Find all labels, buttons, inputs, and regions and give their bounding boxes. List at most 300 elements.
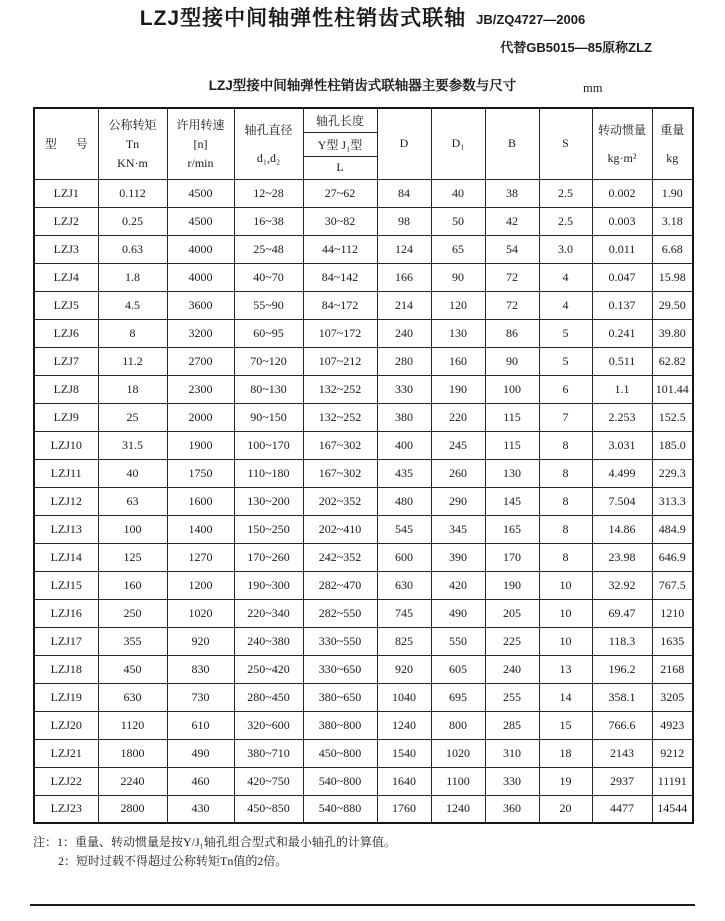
table-cell: 4500	[167, 207, 234, 235]
table-cell: 2143	[592, 739, 652, 767]
col-header-speed-unit: r/min	[187, 155, 214, 170]
table-cell: 10	[539, 599, 592, 627]
table-cell: 1635	[652, 627, 693, 655]
table-row	[34, 571, 693, 599]
table-cell: 450~850	[234, 795, 303, 823]
table-cell: 1.1	[592, 375, 652, 403]
table-cell: LZJ17	[34, 627, 98, 655]
table-cell: 420~750	[234, 767, 303, 795]
table-cell: 4923	[652, 711, 693, 739]
table-cell: 4000	[167, 263, 234, 291]
table-cell: 29.50	[652, 291, 693, 319]
table-cell: 80~130	[234, 375, 303, 403]
table-cell: 98	[377, 207, 431, 235]
table-cell: 15	[539, 711, 592, 739]
table-cell: 220~340	[234, 599, 303, 627]
table-cell: 646.9	[652, 543, 693, 571]
table-row	[34, 683, 693, 711]
table-cell: 380~650	[303, 683, 377, 711]
table-cell: 9212	[652, 739, 693, 767]
parameters-table	[33, 107, 694, 824]
table-cell: 130~200	[234, 487, 303, 515]
table-cell: 1.90	[652, 179, 693, 207]
table-row	[34, 515, 693, 543]
table-cell: 1.8	[98, 263, 167, 291]
table-cell: 50	[431, 207, 485, 235]
table-cell: 695	[431, 683, 485, 711]
table-row	[34, 487, 693, 515]
table-cell: 145	[485, 487, 539, 515]
table-cell: 18	[539, 739, 592, 767]
table-cell: 101.44	[652, 375, 693, 403]
table-cell: 260	[431, 459, 485, 487]
table-cell: 84~172	[303, 291, 377, 319]
table-cell: LZJ13	[34, 515, 98, 543]
table-cell: LZJ19	[34, 683, 98, 711]
table-cell: 545	[377, 515, 431, 543]
table-cell: 1040	[377, 683, 431, 711]
table-cell: 70~120	[234, 347, 303, 375]
col-header-inertia-label: 转动惯量	[597, 122, 646, 137]
table-row	[34, 795, 693, 823]
table-cell: 0.241	[592, 319, 652, 347]
table-cell: 202~352	[303, 487, 377, 515]
table-cell: 600	[377, 543, 431, 571]
table-cell: 202~410	[303, 515, 377, 543]
col-header-torque-lines	[100, 113, 166, 175]
table-cell: 3200	[167, 319, 234, 347]
table-cell: 13	[539, 655, 592, 683]
table-cell: 484.9	[652, 515, 693, 543]
table-cell: 170	[485, 543, 539, 571]
table-cell: 2.5	[539, 207, 592, 235]
table-cell: 490	[167, 739, 234, 767]
table-cell: 1240	[431, 795, 485, 823]
table-cell: 1200	[167, 571, 234, 599]
col-header-weight	[652, 108, 693, 179]
table-cell: 160	[98, 571, 167, 599]
table-cell: 190	[485, 571, 539, 599]
table-cell: 0.137	[592, 291, 652, 319]
table-cell: 20	[539, 795, 592, 823]
table-row	[34, 543, 693, 571]
col-header-torque-symbol: Tn	[125, 136, 140, 151]
bottom-rule	[30, 904, 695, 906]
table-cell: 1900	[167, 431, 234, 459]
table-cell: 130	[431, 319, 485, 347]
table-cell: 280	[377, 347, 431, 375]
table-cell: 69.47	[592, 599, 652, 627]
table-cell: 185.0	[652, 431, 693, 459]
table-cell: LZJ10	[34, 431, 98, 459]
table-cell: 3600	[167, 291, 234, 319]
table-cell: 400	[377, 431, 431, 459]
table-cell: 460	[167, 767, 234, 795]
table-cell: 255	[485, 683, 539, 711]
col-header-bore-length: 轴孔长度	[303, 108, 377, 132]
col-header-torque-unit: KN·m	[117, 155, 148, 170]
page-title: LZJ型接中间轴弹性柱销齿式联轴	[139, 7, 467, 30]
table-cell: 0.047	[592, 263, 652, 291]
table-cell: 240	[377, 319, 431, 347]
col-header-torque	[98, 108, 167, 179]
table-cell: 190	[431, 375, 485, 403]
table-cell: 380~710	[234, 739, 303, 767]
table-cell: 380	[377, 403, 431, 431]
table-cell: 1540	[377, 739, 431, 767]
table-cell: LZJ20	[34, 711, 98, 739]
table-cell: 420	[431, 571, 485, 599]
table-cell: 1400	[167, 515, 234, 543]
col-header-weight-unit: kg	[666, 150, 679, 165]
table-row	[34, 235, 693, 263]
table-cell: 285	[485, 711, 539, 739]
table-cell: LZJ5	[34, 291, 98, 319]
table-cell: LZJ4	[34, 263, 98, 291]
table-body	[34, 179, 693, 823]
table-cell: 72	[485, 291, 539, 319]
table-caption-row	[0, 77, 725, 95]
table-row	[34, 655, 693, 683]
table-cell: 0.63	[98, 235, 167, 263]
table-cell: 107~172	[303, 319, 377, 347]
table-cell: 55~90	[234, 291, 303, 319]
table-cell: 124	[377, 235, 431, 263]
table-cell: LZJ2	[34, 207, 98, 235]
table-cell: 920	[377, 655, 431, 683]
table-cell: 84~142	[303, 263, 377, 291]
table-cell: 1600	[167, 487, 234, 515]
table-cell: 8	[539, 459, 592, 487]
col-header-model: 型 号	[34, 108, 98, 179]
table-cell: 280~450	[234, 683, 303, 711]
table-cell: 610	[167, 711, 234, 739]
table-cell: 30~82	[303, 207, 377, 235]
table-cell: LZJ15	[34, 571, 98, 599]
table-cell: 54	[485, 235, 539, 263]
col-header-inertia	[592, 108, 652, 179]
col-header-inertia-lines	[594, 115, 651, 173]
table-cell: 730	[167, 683, 234, 711]
table-cell: 39.80	[652, 319, 693, 347]
table-cell: 38	[485, 179, 539, 207]
col-header-speed-symbol: [n]	[193, 136, 208, 151]
table-cell: 132~252	[303, 403, 377, 431]
notes	[33, 833, 725, 871]
table-row	[34, 431, 693, 459]
table-cell: LZJ14	[34, 543, 98, 571]
table-cell: 0.002	[592, 179, 652, 207]
table-cell: 84	[377, 179, 431, 207]
table-cell: 1760	[377, 795, 431, 823]
table-cell: 1640	[377, 767, 431, 795]
table-cell: LZJ22	[34, 767, 98, 795]
table-cell: 196.2	[592, 655, 652, 683]
table-cell: 450~800	[303, 739, 377, 767]
table-cell: 90	[431, 263, 485, 291]
table-cell: 8	[539, 515, 592, 543]
table-cell: 65	[431, 235, 485, 263]
table-cell: 2168	[652, 655, 693, 683]
table-cell: 355	[98, 627, 167, 655]
table-cell: 282~470	[303, 571, 377, 599]
table-cell: 800	[431, 711, 485, 739]
table-cell: 10	[539, 571, 592, 599]
table-cell: 170~260	[234, 543, 303, 571]
table-cell: 282~550	[303, 599, 377, 627]
table-cell: 1100	[431, 767, 485, 795]
table-cell: 107~212	[303, 347, 377, 375]
table-cell: 4000	[167, 235, 234, 263]
table-cell: 766.6	[592, 711, 652, 739]
table-cell: 490	[431, 599, 485, 627]
table-row	[34, 179, 693, 207]
col-header-speed-label: 许用转速	[176, 117, 225, 132]
table-cell: 4	[539, 291, 592, 319]
table-cell: 2937	[592, 767, 652, 795]
table-row	[34, 319, 693, 347]
table-cell: LZJ9	[34, 403, 98, 431]
supersedes-note: 代替GB5015—85原称ZLZ	[500, 40, 652, 55]
table-cell: LZJ3	[34, 235, 98, 263]
col-header-bore-diameter	[234, 108, 303, 179]
table-cell: LZJ8	[34, 375, 98, 403]
table-cell: 32.92	[592, 571, 652, 599]
table-cell: 62.82	[652, 347, 693, 375]
table-cell: 4477	[592, 795, 652, 823]
table-row	[34, 207, 693, 235]
table-cell: 2.253	[592, 403, 652, 431]
table-cell: 100	[98, 515, 167, 543]
col-header-bore-length-symbol: L	[303, 156, 377, 179]
table-cell: 3.0	[539, 235, 592, 263]
table-cell: 115	[485, 431, 539, 459]
col-header-D: D	[377, 108, 431, 179]
table-cell: 115	[485, 403, 539, 431]
table-cell: 40	[98, 459, 167, 487]
table-cell: 118.3	[592, 627, 652, 655]
table-cell: 4.499	[592, 459, 652, 487]
table-cell: 2800	[98, 795, 167, 823]
table-cell: 6.68	[652, 235, 693, 263]
table-cell: 86	[485, 319, 539, 347]
table-cell: 240~380	[234, 627, 303, 655]
table-cell: 330~550	[303, 627, 377, 655]
table-row	[34, 739, 693, 767]
table-cell: 0.511	[592, 347, 652, 375]
table-cell: 214	[377, 291, 431, 319]
table-cell: 0.003	[592, 207, 652, 235]
col-header-bore-diameter-label: 轴孔直径	[244, 122, 293, 137]
table-cell: LZJ12	[34, 487, 98, 515]
table-cell: 767.5	[652, 571, 693, 599]
table-cell: 313.3	[652, 487, 693, 515]
table-row	[34, 767, 693, 795]
table-cell: 7	[539, 403, 592, 431]
table-cell: 242~352	[303, 543, 377, 571]
table-cell: 630	[377, 571, 431, 599]
table-cell: 605	[431, 655, 485, 683]
table-cell: 25	[98, 403, 167, 431]
table-cell: LZJ23	[34, 795, 98, 823]
table-cell: 630	[98, 683, 167, 711]
table-cell: 225	[485, 627, 539, 655]
table-cell: 120	[431, 291, 485, 319]
table-cell: 480	[377, 487, 431, 515]
table-cell: 310	[485, 739, 539, 767]
standard-code: JB/ZQ4727—2006	[476, 12, 586, 27]
table-cell: 205	[485, 599, 539, 627]
col-header-speed-lines	[169, 113, 233, 175]
table-cell: 245	[431, 431, 485, 459]
col-header-bore-length-types: Y型 J₁型	[303, 132, 377, 156]
table-cell: 550	[431, 627, 485, 655]
table-cell: 19	[539, 767, 592, 795]
table-cell: 152.5	[652, 403, 693, 431]
table-cell: 360	[485, 795, 539, 823]
table-cell: 2.5	[539, 179, 592, 207]
col-header-D1: D₁	[431, 108, 485, 179]
table-cell: 2240	[98, 767, 167, 795]
table-row	[34, 403, 693, 431]
table-cell: 165	[485, 515, 539, 543]
table-cell: 60~95	[234, 319, 303, 347]
table-cell: 390	[431, 543, 485, 571]
table-cell: 540~800	[303, 767, 377, 795]
table-cell: 920	[167, 627, 234, 655]
table-cell: 1240	[377, 711, 431, 739]
table-cell: 6	[539, 375, 592, 403]
table-cell: 5	[539, 347, 592, 375]
table-cell: 430	[167, 795, 234, 823]
table-cell: 110~180	[234, 459, 303, 487]
table-cell: 0.011	[592, 235, 652, 263]
table-cell: 0.112	[98, 179, 167, 207]
table-cell: 3.031	[592, 431, 652, 459]
table-cell: 7.504	[592, 487, 652, 515]
table-cell: 72	[485, 263, 539, 291]
table-cell: 100~170	[234, 431, 303, 459]
table-cell: 320~600	[234, 711, 303, 739]
table-cell: 830	[167, 655, 234, 683]
note-line-2: 2：短时过载不得超过公称转矩Tn值的2倍。	[58, 854, 288, 868]
table-cell: 125	[98, 543, 167, 571]
table-cell: LZJ6	[34, 319, 98, 347]
table-row	[34, 347, 693, 375]
table-cell: 745	[377, 599, 431, 627]
table-cell: 8	[98, 319, 167, 347]
col-header-B: B	[485, 108, 539, 179]
table-cell: 4500	[167, 179, 234, 207]
table-cell: LZJ11	[34, 459, 98, 487]
table-cell: 1020	[431, 739, 485, 767]
table-cell: 11.2	[98, 347, 167, 375]
table-cell: 167~302	[303, 431, 377, 459]
table-cell: LZJ16	[34, 599, 98, 627]
table-cell: 40	[431, 179, 485, 207]
table-row	[34, 599, 693, 627]
table-cell: 4.5	[98, 291, 167, 319]
unit-label: mm	[583, 81, 603, 95]
col-header-bore-diameter-lines	[236, 115, 302, 173]
table-cell: 15.98	[652, 263, 693, 291]
table-cell: 380~800	[303, 711, 377, 739]
table-cell: 12~28	[234, 179, 303, 207]
table-cell: 40~70	[234, 263, 303, 291]
col-header-speed	[167, 108, 234, 179]
table-cell: 11191	[652, 767, 693, 795]
table-cell: 330	[377, 375, 431, 403]
table-row	[34, 711, 693, 739]
table-cell: 220	[431, 403, 485, 431]
table-cell: 90~150	[234, 403, 303, 431]
table-cell: 330	[485, 767, 539, 795]
table-cell: 25~48	[234, 235, 303, 263]
table-cell: 229.3	[652, 459, 693, 487]
table-cell: 31.5	[98, 431, 167, 459]
table-cell: 90	[485, 347, 539, 375]
table-cell: 450	[98, 655, 167, 683]
table-cell: 190~300	[234, 571, 303, 599]
col-header-weight-lines	[654, 115, 692, 173]
table-cell: 358.1	[592, 683, 652, 711]
table-cell: 2000	[167, 403, 234, 431]
table-cell: 4	[539, 263, 592, 291]
table-cell: 14	[539, 683, 592, 711]
col-header-inertia-unit: kg·m²	[607, 150, 637, 165]
table-cell: 825	[377, 627, 431, 655]
table-row	[34, 459, 693, 487]
document-header	[0, 0, 725, 32]
table-cell: 1270	[167, 543, 234, 571]
table-header	[34, 108, 693, 179]
col-header-torque-label: 公称转矩	[108, 117, 157, 132]
table-cell: 1750	[167, 459, 234, 487]
table-cell: 14.86	[592, 515, 652, 543]
table-row	[34, 627, 693, 655]
table-cell: 1020	[167, 599, 234, 627]
table-cell: 1120	[98, 711, 167, 739]
table-cell: 42	[485, 207, 539, 235]
table-cell: 1210	[652, 599, 693, 627]
table-cell: LZJ18	[34, 655, 98, 683]
table-caption: LZJ型接中间轴弹性柱销齿式联轴器主要参数与尺寸	[208, 78, 517, 93]
table-cell: 44~112	[303, 235, 377, 263]
table-cell: 10	[539, 627, 592, 655]
table-cell: 16~38	[234, 207, 303, 235]
table-cell: 250	[98, 599, 167, 627]
table-cell: 5	[539, 319, 592, 347]
table-cell: 14544	[652, 795, 693, 823]
table-cell: LZJ1	[34, 179, 98, 207]
table-cell: 8	[539, 431, 592, 459]
table-cell: 132~252	[303, 375, 377, 403]
note-line-1: 注：1：重量、转动惯量是按Y/J₁轴孔组合型式和最小轴孔的计算值。	[33, 835, 396, 849]
table-row	[34, 375, 693, 403]
table-cell: 240	[485, 655, 539, 683]
table-cell: 150~250	[234, 515, 303, 543]
table-cell: 435	[377, 459, 431, 487]
table-cell: LZJ7	[34, 347, 98, 375]
table-cell: 2700	[167, 347, 234, 375]
table-cell: 345	[431, 515, 485, 543]
table-cell: 8	[539, 487, 592, 515]
table-cell: 8	[539, 543, 592, 571]
table-row	[34, 291, 693, 319]
table-cell: 27~62	[303, 179, 377, 207]
table-cell: 167~302	[303, 459, 377, 487]
col-header-S: S	[539, 108, 592, 179]
